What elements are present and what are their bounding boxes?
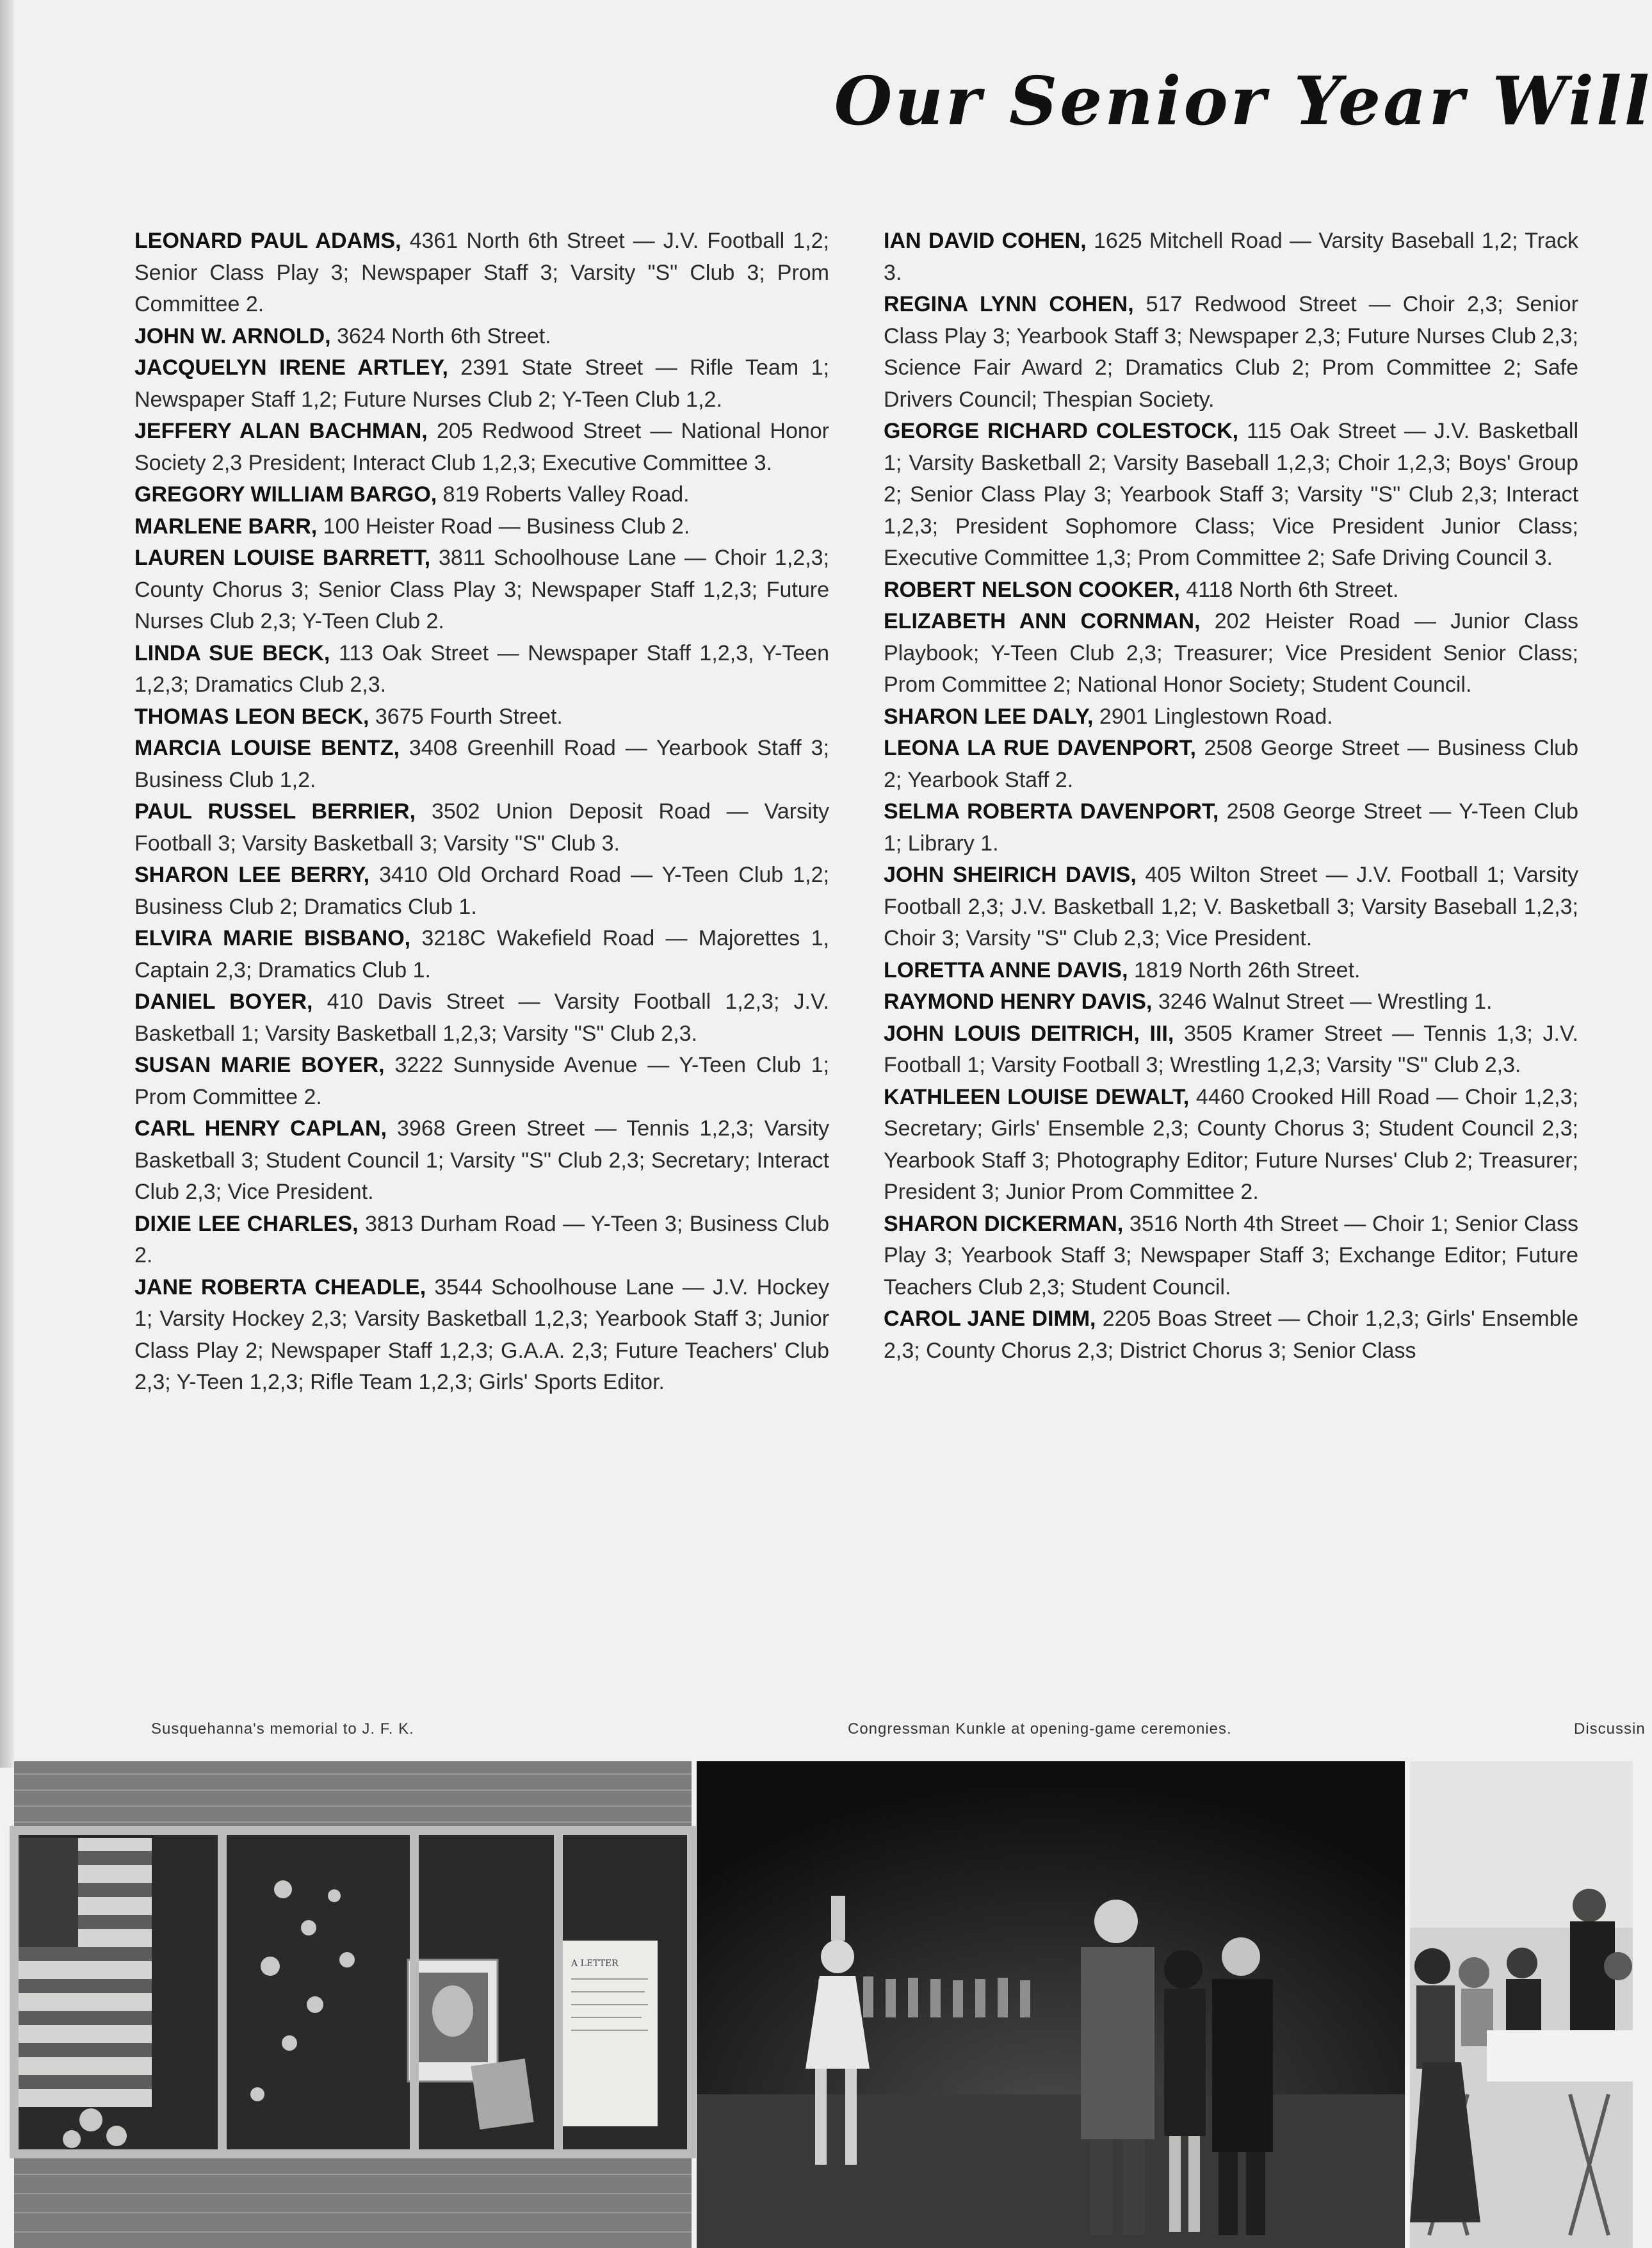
senior-details: 3218C Wakefield Road — Majorettes 1, Captain 2,3; Dramatics Club 1. xyxy=(134,926,829,982)
senior-details: 2205 Boas Street — Choir 1,2,3; Girls' Ensemble 2,3; County Chorus 2,3; District Chorus 3; Senior Class xyxy=(884,1307,1578,1363)
senior-name: LORETTA ANNE DAVIS, xyxy=(884,957,1128,982)
senior-name: SELMA ROBERTA DAVENPORT, xyxy=(884,799,1219,824)
senior-entry xyxy=(134,733,829,796)
senior-entry xyxy=(884,733,1578,796)
senior-name: GREGORY WILLIAM BARGO, xyxy=(134,482,437,507)
senior-name: JANE ROBERTA CHEADLE, xyxy=(134,1275,426,1299)
senior-details: 115 Oak Street — J.V. Basketball 1; Varsity Basketball 2; Varsity Baseball 1,2,3; Choir 1,2,3; Boys' Group 2; Senior Class Play 3; Yearbook Staff 3; Varsity "S" Club 2,3; Interact 1,2,3; President Sophomore Class; Vice President Junior Class; Executive Committee 1,3; Prom Committee 2; Safe Driving Council 3. xyxy=(884,419,1579,570)
senior-entry xyxy=(134,796,829,859)
senior-entry xyxy=(134,1050,829,1113)
senior-name: SUSAN MARIE BOYER, xyxy=(134,1053,385,1077)
senior-name: SHARON DICKERMAN, xyxy=(884,1211,1124,1236)
senior-name: RAYMOND HENRY DAVIS, xyxy=(884,990,1153,1014)
senior-details: 2508 George Street — Y-Teen Club 1; Library 1. xyxy=(884,799,1578,856)
senior-name: CAROL JANE DIMM, xyxy=(884,1307,1096,1331)
senior-details: 202 Heister Road — Junior Class Playbook; Y-Teen Club 2,3; Treasurer; Vice President Senior Class; Prom Committee 2; National Honor Society; Student Council. xyxy=(884,609,1578,697)
senior-name: LEONARD PAUL ADAMS, xyxy=(134,229,401,253)
senior-entry xyxy=(134,1113,829,1209)
senior-entry xyxy=(884,955,1578,987)
senior-details: 3505 Kramer Street — Tennis 1,3; J.V. Football 1; Varsity Football 3; Wrestling 1,2,3; Varsity "S" Club 2,3. xyxy=(884,1021,1578,1077)
senior-entry xyxy=(884,289,1578,416)
senior-details: 3516 North 4th Street — Choir 1; Senior Class Play 3; Yearbook Staff 3; Newspaper Staff 3; Exchange Editor; Future Teachers Club 2,3; Student Council. xyxy=(884,1211,1579,1299)
table xyxy=(1487,2030,1633,2081)
senior-entry xyxy=(884,1082,1578,1209)
letter-document xyxy=(562,1941,658,2126)
senior-entry xyxy=(884,225,1578,289)
senior-entry xyxy=(884,416,1578,574)
senior-entry xyxy=(884,1303,1578,1367)
senior-details: 517 Redwood Street — Choir 2,3; Senior Class Play 3; Yearbook Staff 3; Newspaper 2,3; Future Nurses Club 2,3; Science Fair Award 2; Dramatics Club 2; Prom Committee 2; Safe Drivers Council; Thespian Society. xyxy=(884,292,1578,412)
senior-details: 4460 Crooked Hill Road — Choir 1,2,3; Secretary; Girls' Ensemble 2,3; County Chorus 3; Student Council 2,3; Yearbook Staff 3; Photography Editor; Future Nurses' Club 2; Treasurer; President 3; Junior Prom Committee 2. xyxy=(884,1084,1578,1204)
senior-entry xyxy=(134,321,829,353)
caption-discussion: Discussin xyxy=(1574,1720,1646,1738)
senior-entry xyxy=(134,542,829,638)
left-column xyxy=(134,225,829,1399)
senior-name: DANIEL BOYER, xyxy=(134,990,313,1014)
page-spine-shadow xyxy=(0,0,14,1768)
senior-entry xyxy=(134,352,829,416)
senior-details: 4118 North 6th Street. xyxy=(1179,577,1399,602)
senior-name: JOHN LOUIS DEITRICH, III, xyxy=(884,1021,1174,1046)
senior-entry xyxy=(134,225,829,321)
senior-details: 3246 Walnut Street — Wrestling 1. xyxy=(1152,990,1493,1014)
caption-jfk-memorial: Susquehanna's memorial to J. F. K. xyxy=(151,1720,414,1738)
senior-details: 3968 Green Street — Tennis 1,2,3; Varsity Basketball 3; Student Council 1; Varsity "S" Club 2,3; Secretary; Interact Club 2,3; Vice President. xyxy=(134,1116,829,1204)
senior-entry xyxy=(134,511,829,543)
senior-details: 3811 Schoolhouse Lane — Choir 1,2,3; County Chorus 3; Senior Class Play 3; Newspaper Staff 1,2,3; Future Nurses Club 2,3; Y-Teen Club 2. xyxy=(134,546,829,633)
senior-details: 2901 Linglestown Road. xyxy=(1093,704,1333,729)
senior-name: PAUL RUSSEL BERRIER, xyxy=(134,799,416,824)
senior-name: ELVIRA MARIE BISBANO, xyxy=(134,926,411,950)
senior-name: GEORGE RICHARD COLESTOCK, xyxy=(884,419,1239,443)
photo-jfk-memorial xyxy=(14,1761,692,2248)
senior-name: JOHN SHEIRICH DAVIS, xyxy=(884,863,1137,887)
senior-name: LAUREN LOUISE BARRETT, xyxy=(134,546,431,570)
page-title: Our Senior Year Will xyxy=(834,61,1652,140)
senior-details: 3502 Union Deposit Road — Varsity Football 3; Varsity Basketball 3; Varsity "S" Club 3. xyxy=(134,799,829,856)
senior-entry xyxy=(134,479,829,511)
senior-details: 3813 Durham Road — Y-Teen 3; Business Club 2. xyxy=(134,1211,829,1267)
senior-details: 3408 Greenhill Road — Yearbook Staff 3; Business Club 1,2. xyxy=(134,736,830,792)
photo-opening-ceremony xyxy=(697,1761,1405,2248)
senior-details: 3544 Schoolhouse Lane — J.V. Hockey 1; Varsity Hockey 2,3; Varsity Basketball 1,2,3; Yearbook Staff 3; Junior Class Play 2; Newspaper Staff 1,2,3; G.A.A. 2,3; Future Teachers' Club 2,3; Y-Teen 1,2,3; Rifle Team 1,2,3; Girls' Sports Editor. xyxy=(134,1275,829,1394)
senior-name: CARL HENRY CAPLAN, xyxy=(134,1116,387,1141)
senior-name: MARLENE BARR, xyxy=(134,514,318,539)
senior-name: LINDA SUE BECK, xyxy=(134,640,330,665)
photo-discussion xyxy=(1410,1761,1633,2248)
right-column xyxy=(884,225,1578,1367)
caption-congressman: Congressman Kunkle at opening-game ceremonies. xyxy=(848,1720,1232,1738)
senior-entry xyxy=(884,1018,1578,1082)
senior-details: 100 Heister Road — Business Club 2. xyxy=(317,514,690,539)
senior-entry xyxy=(134,1272,829,1399)
senior-entry xyxy=(134,1209,829,1272)
senior-entry xyxy=(134,859,829,923)
senior-details: 1625 Mitchell Road — Varsity Baseball 1,2; Track 3. xyxy=(884,229,1578,285)
senior-name: IAN DAVID COHEN, xyxy=(884,229,1087,253)
senior-details: 2391 State Street — Rifle Team 1; Newspaper Staff 1,2; Future Nurses Club 2; Y-Teen Club 1,2. xyxy=(134,355,829,412)
senior-entry xyxy=(884,859,1578,955)
senior-entry xyxy=(884,1209,1578,1304)
senior-entry xyxy=(884,796,1578,859)
senior-name: MARCIA LOUISE BENTZ, xyxy=(134,736,400,760)
senior-entry xyxy=(134,638,829,701)
senior-name: THOMAS LEON BECK, xyxy=(134,704,369,729)
senior-name: KATHLEEN LOUISE DEWALT, xyxy=(884,1084,1190,1109)
senior-details: 2508 George Street — Business Club 2; Yearbook Staff 2. xyxy=(884,736,1578,792)
senior-name: SHARON LEE BERRY, xyxy=(134,863,370,887)
senior-details: 4361 North 6th Street — J.V. Football 1,2; Senior Class Play 3; Newspaper Staff 3; Varsity "S" Club 3; Prom Committee 2. xyxy=(134,229,829,316)
senior-details: 1819 North 26th Street. xyxy=(1128,957,1361,982)
senior-name: JEFFERY ALAN BACHMAN, xyxy=(134,419,428,443)
senior-details: 405 Wilton Street — J.V. Football 1; Varsity Football 2,3; J.V. Basketball 1,2; V. Basketball 3; Varsity Baseball 1,2,3; Choir 3; Varsity "S" Club 2,3; Vice President. xyxy=(884,863,1578,950)
senior-entry xyxy=(884,701,1578,733)
senior-details: 819 Roberts Valley Road. xyxy=(437,482,690,507)
senior-name: JACQUELYN IRENE ARTLEY, xyxy=(134,355,448,380)
senior-details: 113 Oak Street — Newspaper Staff 1,2,3, Y-Teen 1,2,3; Dramatics Club 2,3. xyxy=(134,640,830,697)
senior-entry xyxy=(134,416,829,479)
letter-heading: A LETTER xyxy=(571,1959,619,1969)
senior-details: 3624 North 6th Street. xyxy=(330,323,551,348)
senior-entry xyxy=(134,701,829,733)
senior-name: JOHN W. ARNOLD, xyxy=(134,323,331,348)
senior-details: 3675 Fourth Street. xyxy=(369,704,563,729)
senior-name: SHARON LEE DALY, xyxy=(884,704,1094,729)
senior-name: DIXIE LEE CHARLES, xyxy=(134,1211,359,1236)
senior-name: ROBERT NELSON COOKER, xyxy=(884,577,1180,602)
senior-name: REGINA LYNN COHEN, xyxy=(884,292,1134,316)
senior-details: 410 Davis Street — Varsity Football 1,2,3; J.V. Basketball 1; Varsity Basketball 1,2,3; Varsity "S" Club 2,3. xyxy=(134,990,829,1046)
senior-details: 205 Redwood Street — National Honor Society 2,3 President; Interact Club 1,2,3; Executive Committee 3. xyxy=(134,419,829,475)
senior-entry xyxy=(134,986,829,1050)
flag xyxy=(17,1838,152,2107)
senior-entry xyxy=(884,606,1578,701)
senior-name: LEONA LA RUE DAVENPORT, xyxy=(884,736,1196,760)
senior-details: 3222 Sunnyside Avenue — Y-Teen Club 1; Prom Committee 2. xyxy=(134,1053,829,1109)
senior-entry xyxy=(134,923,829,986)
senior-name: ELIZABETH ANN CORNMAN, xyxy=(884,609,1201,633)
senior-entry xyxy=(884,574,1578,607)
senior-details: 3410 Old Orchard Road — Y-Teen Club 1,2; Business Club 2; Dramatics Club 1. xyxy=(134,863,829,919)
senior-entry xyxy=(884,986,1578,1018)
